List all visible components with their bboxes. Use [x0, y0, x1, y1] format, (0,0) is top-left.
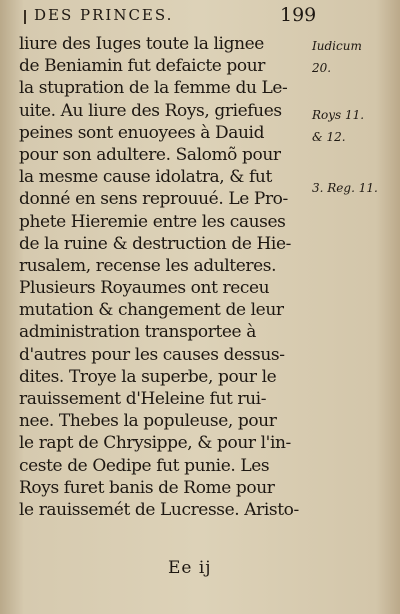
- text-line: Plusieurs Royaumes ont receu: [19, 278, 270, 299]
- text-line: donné en sens reprouué. Le Pro-: [19, 189, 288, 210]
- text-line: la stupration de la femme du Le-: [19, 78, 288, 99]
- text-line: la mesme cause idolatra, & fut: [19, 167, 272, 188]
- body-text: [19, 33, 314, 521]
- text-line: ceste de Oedipe fut punie. Les: [19, 455, 270, 476]
- margin-note: 3. Reg. 11.: [312, 181, 378, 195]
- margin-note: 20.: [312, 61, 332, 75]
- header-rule: [24, 10, 34, 24]
- text-line: le rapt de Chrysippe, & pour l'in-: [19, 433, 291, 454]
- text-line: rauissement d'Heleine fut rui-: [19, 389, 267, 409]
- text-line: Roys furet banis de Rome pour: [19, 477, 275, 498]
- text-line: administration transportee à: [19, 322, 256, 343]
- text-line: uite. Au liure des Roys, griefues: [19, 100, 282, 121]
- text-line: rusalem, recense les adulteres.: [19, 255, 277, 276]
- page-number: 199: [280, 4, 317, 26]
- text-line: dites. Troye la superbe, pour le: [19, 366, 277, 387]
- margin-note: Roys 11.: [312, 108, 365, 122]
- text-line: pour son adultere. Salomõ pour: [19, 144, 281, 165]
- text-line: de Beniamin fut defaicte pour: [19, 56, 266, 77]
- text-line: phete Hieremie entre les causes: [19, 211, 286, 232]
- page-header: [0, 2, 400, 30]
- signature-mark: Ee ij: [168, 558, 212, 578]
- text-line: le rauissemét de Lucresse. Aristo-: [19, 499, 299, 520]
- text-line: mutation & changement de leur: [19, 300, 284, 321]
- margin-note: & 12.: [312, 130, 346, 144]
- text-line: de la ruine & destruction de Hie-: [19, 233, 291, 254]
- running-head: DES PRINCES.: [34, 6, 174, 24]
- text-line: liure des Iuges toute la lignee: [19, 34, 264, 54]
- text-line: peines sont enuoyees à Dauid: [19, 122, 265, 143]
- text-line: nee. Thebes la populeuse, pour: [19, 411, 277, 432]
- text-line: d'autres pour les causes dessus-: [19, 344, 285, 365]
- margin-note: Iudicum: [312, 39, 362, 53]
